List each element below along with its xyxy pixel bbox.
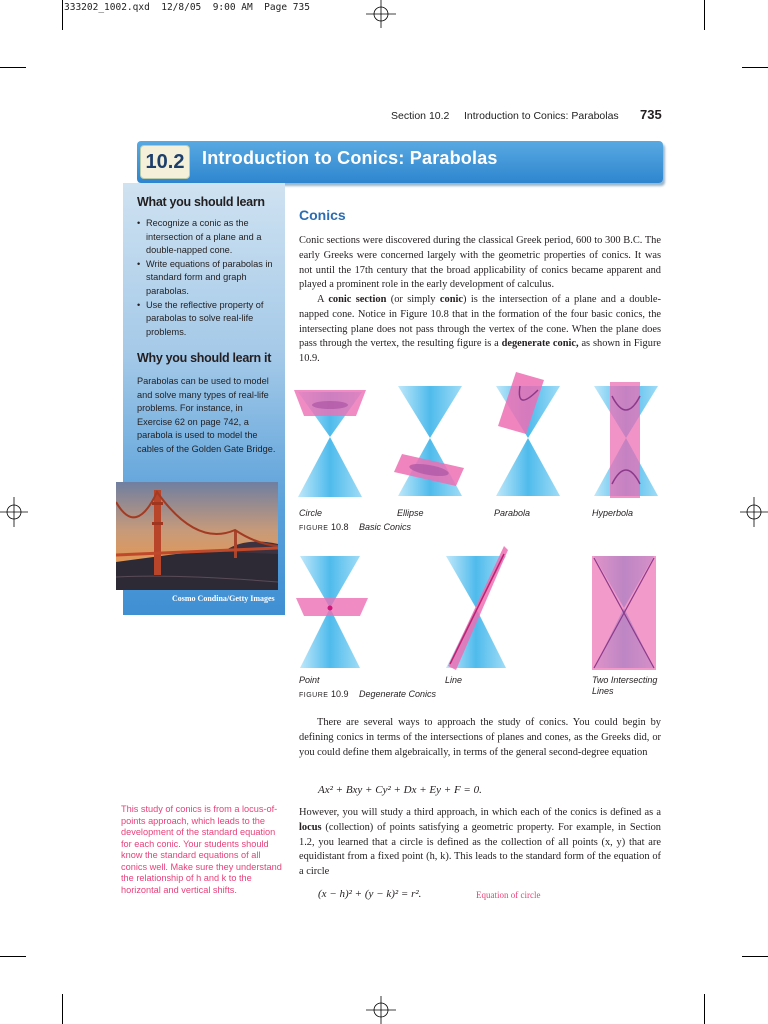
learning-objectives-list [137, 217, 277, 339]
figure-title: Basic Conics [359, 522, 412, 532]
figure-10-9-degenerate-conics [294, 546, 664, 674]
circle-equation-note: Equation of circle [476, 890, 541, 900]
figure-10-8-basic-conics [294, 372, 664, 502]
list-item: • Recognize a conic as the intersection of a plane and a double-napped cone. [137, 217, 277, 258]
figure-10-8-caption [299, 522, 411, 532]
figure-label-ellipse: Ellipse [397, 508, 424, 518]
golden-gate-bridge-photo [116, 482, 278, 590]
crop-mark [62, 0, 63, 30]
text-run: (collection) of points satisfying a geometric property. For example, in Section 1.2, you learned that a circle is defined as the collection of all points (x, y) that are equidistant from a fixed point (h, k). This leads to the standard form of the equation of a circle [299, 821, 661, 878]
figure-label-point: Point [299, 675, 320, 685]
page-number: 735 [640, 107, 662, 122]
registration-mark-right [740, 497, 768, 527]
figure-label-circle: Circle [299, 508, 323, 518]
circle-cone [294, 390, 366, 497]
term-conic-section: conic section [328, 294, 387, 305]
ellipse-cone [394, 386, 464, 496]
general-second-degree-equation: Ax² + Bxy + Cy² + Dx + Ey + F = 0. [318, 784, 482, 796]
figure-label-parabola: Parabola [494, 508, 531, 518]
conics-heading: Conics [299, 207, 346, 223]
text-run: A [317, 294, 329, 305]
text-run: (or simply [386, 294, 440, 305]
crop-mark [62, 994, 63, 1024]
crop-mark [742, 956, 768, 957]
two-lines-cone [592, 556, 656, 670]
registration-mark-bottom [366, 996, 396, 1024]
what-you-should-learn-heading: What you should learn [137, 195, 265, 209]
hyperbola-cone [594, 382, 658, 498]
paragraph-2 [299, 293, 661, 367]
list-item: • Write equations of parabolas in standard form and graph parabolas. [137, 258, 277, 299]
text-run: However, you will study a third approach, in which each of the conics is defined as a [299, 807, 661, 818]
paragraph-3: There are several ways to approach the study of conics. You could begin by defining conics in terms of the intersections of planes and cones, as the Greeks did, or you could define them algebraically, in terms of the general second-degree equation [299, 717, 661, 758]
list-item: • Use the reflective property of parabolas to solve real-life problems. [137, 299, 277, 340]
figure-label-hyperbola: Hyperbola [592, 508, 634, 518]
running-head-section: Section 10.2 [391, 110, 450, 122]
why-you-should-learn-it-heading: Why you should learn it [137, 351, 272, 365]
figure-number: 10.9 [330, 689, 349, 699]
registration-mark-left [0, 497, 28, 527]
section-title: Introduction to Conics: Parabolas [202, 148, 498, 168]
paragraph-4 [299, 806, 661, 880]
text-run: ) is the intersection of a plane and a double-napped cone. Notice in Figure 10.8 that in the formation of the four basic conics, the intersecting plane does not pass through the vertex of the cone. When the plane does pass through the vertex, the resulting figure is a [299, 294, 662, 350]
photo-credit: Cosmo Condina/Getty Images [172, 594, 275, 603]
paragraph-1: Conic sections were discovered during the classical Greek period, 600 to 300 B.C. The early Greeks were concerned largely with the geometric properties of conics. It was not until the 17th century that the broad applicability of conics became apparent and played a prominent role in the early development of calculus. [299, 235, 661, 291]
print-slug: 333202_1002.qxd 12/8/05 9:00 AM Page 735 [64, 2, 310, 13]
crop-mark [0, 67, 26, 68]
term-locus: locus [299, 821, 322, 833]
why-text: Parabolas can be used to model and solve many types of real-life problems. For instance, in Exercise 62 on page 742, a parabola is used to model the cables of the Golden Gate Bridge. [137, 376, 276, 454]
circle-equation: (x − h)² + (y − k)² = r². [318, 888, 422, 900]
registration-mark-top [366, 0, 396, 28]
crop-mark [0, 956, 26, 957]
running-head-title: Introduction to Conics: Parabolas [464, 110, 619, 122]
parabola-cone [496, 372, 560, 496]
term-conic: conic [439, 294, 463, 305]
figure-10-9-caption [299, 689, 436, 699]
crop-mark [742, 67, 768, 68]
figure-title: Degenerate Conics [359, 689, 437, 699]
figure-label-two-intersecting-lines: Two Intersecting Lines [592, 675, 658, 696]
crop-mark [704, 994, 705, 1024]
text-run: as shown in Figure 10.9. [299, 338, 662, 365]
figure-number: 10.8 [330, 522, 349, 532]
line-cone [446, 546, 508, 670]
teaching-note: This study of conics is from a locus-of-points approach, which leads to the development of the standard equation for each conic. Your students should know the standard equations of all conics well. Make sure they understand the relationship of h and k to the horizontal and vertical shifts. [121, 804, 282, 895]
crop-mark [704, 0, 705, 30]
figure-word: FIGURE [299, 525, 329, 532]
figure-word: FIGURE [299, 692, 329, 699]
section-number: 10.2 [140, 145, 190, 179]
point-cone [296, 556, 368, 668]
term-degenerate-conic: degenerate conic, [501, 338, 579, 350]
figure-label-line: Line [445, 675, 463, 685]
